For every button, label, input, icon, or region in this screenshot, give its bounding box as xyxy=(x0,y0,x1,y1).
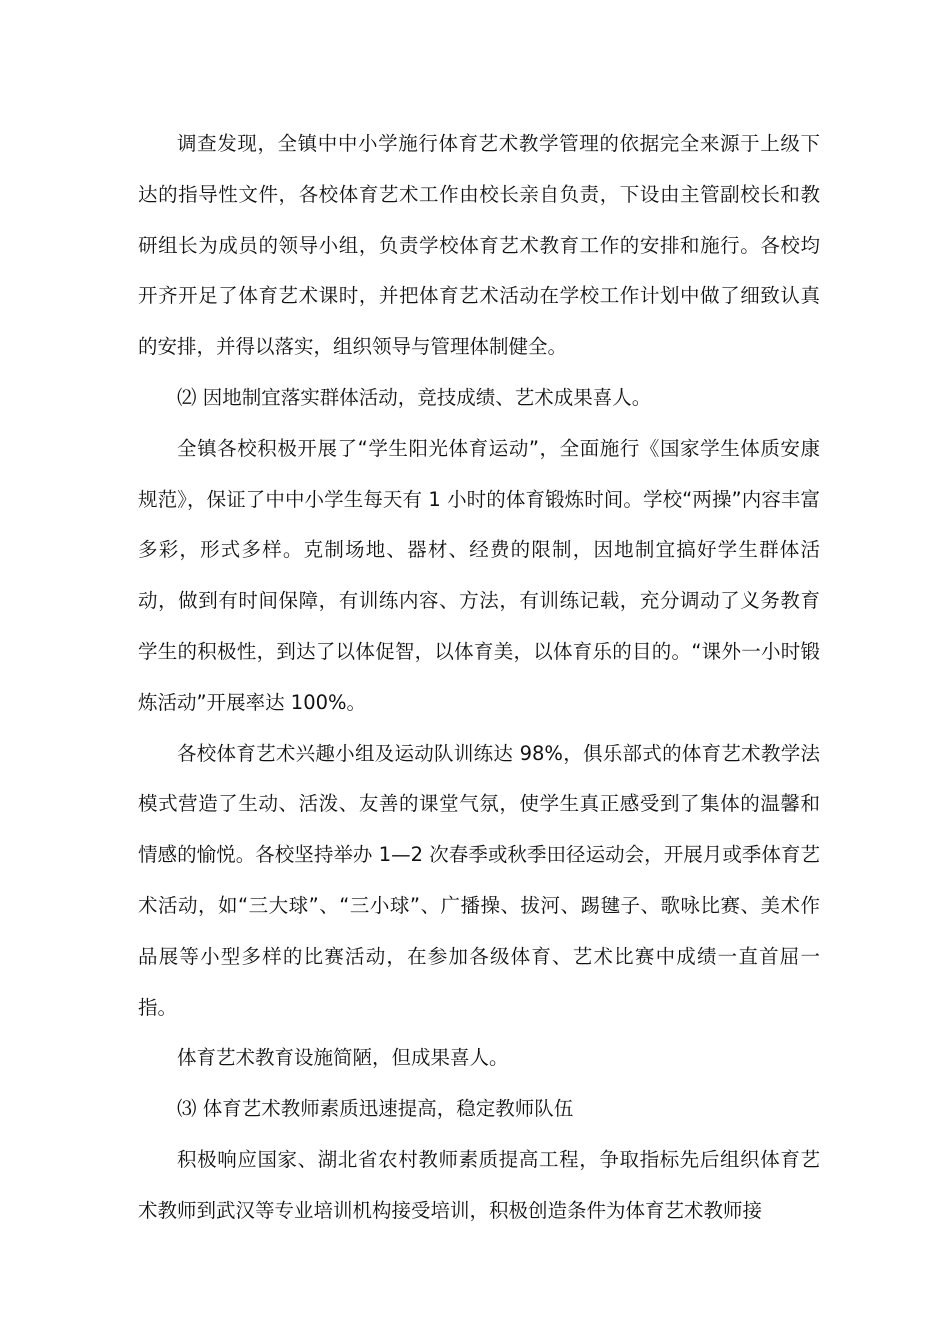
paragraph-facilities: 体育艺术教育设施简陋，但成果喜人。 xyxy=(177,1046,509,1070)
paragraph-management-findings: 调查发现，全镇中中小学施行体育艺术教学管理的依据完全来源于上级下达的指导性文件，各校体育艺术工作由校长亲自负责，下设由主管副校长和教研组长为成员的领导小组，负责学校体育艺术教育工作的安排和施行。各校均开齐开足了体育艺术课时，并把体育艺术活动在学校工作计划中做了细致认真的安排，并得以落实，组织领导与管理体制健全。 xyxy=(138,132,820,359)
document-body xyxy=(138,119,820,1237)
paragraph-teacher-training: 积极响应国家、湖北省农村教师素质提高工程，争取指标先后组织体育艺术教师到武汉等专业培训机构接受培训，积极创造条件为体育艺术教师接 xyxy=(138,1147,820,1222)
heading-teacher-quality: ⑶ 体育艺术教师素质迅速提高，稳定教师队伍 xyxy=(177,1097,574,1121)
paragraph-sunshine-sports: 全镇各校积极开展了“学生阳光体育运动”，全面施行《国家学生体质安康规范》，保证了中中小学生每天有 1 小时的体育锻炼时间。学校“两操”内容丰富多彩，形式多样。克制场地、器材、经费的限制，因地制宜搞好学生群体活动，做到有时间保障，有训练内容、方法，有训练记载，充分调动了义务教育学生的积极性，到达了以体促智，以体育美，以体育乐的目的。“课外一小时锻炼活动”开展率达 100%。 xyxy=(138,436,820,714)
paragraph-interest-groups: 各校体育艺术兴趣小组及运动队训练达 98%，俱乐部式的体育艺术教学法模式营造了生动、活泼、友善的课堂气氛，使学生真正感受到了集体的温馨和情感的愉悦。各校坚持举办 1—2 次春季或秋季田径运动会，开展月或季体育艺术活动，如“三大球”、“三小球”、广播操、拔河、踢毽子、歌咏比赛、美术作品展等小型多样的比赛活动，在参加各级体育、艺术比赛中成绩一直首屈一指。 xyxy=(138,741,820,1019)
heading-group-activities: ⑵ 因地制宜落实群体活动，竞技成绩、艺术成果喜人。 xyxy=(177,385,652,409)
